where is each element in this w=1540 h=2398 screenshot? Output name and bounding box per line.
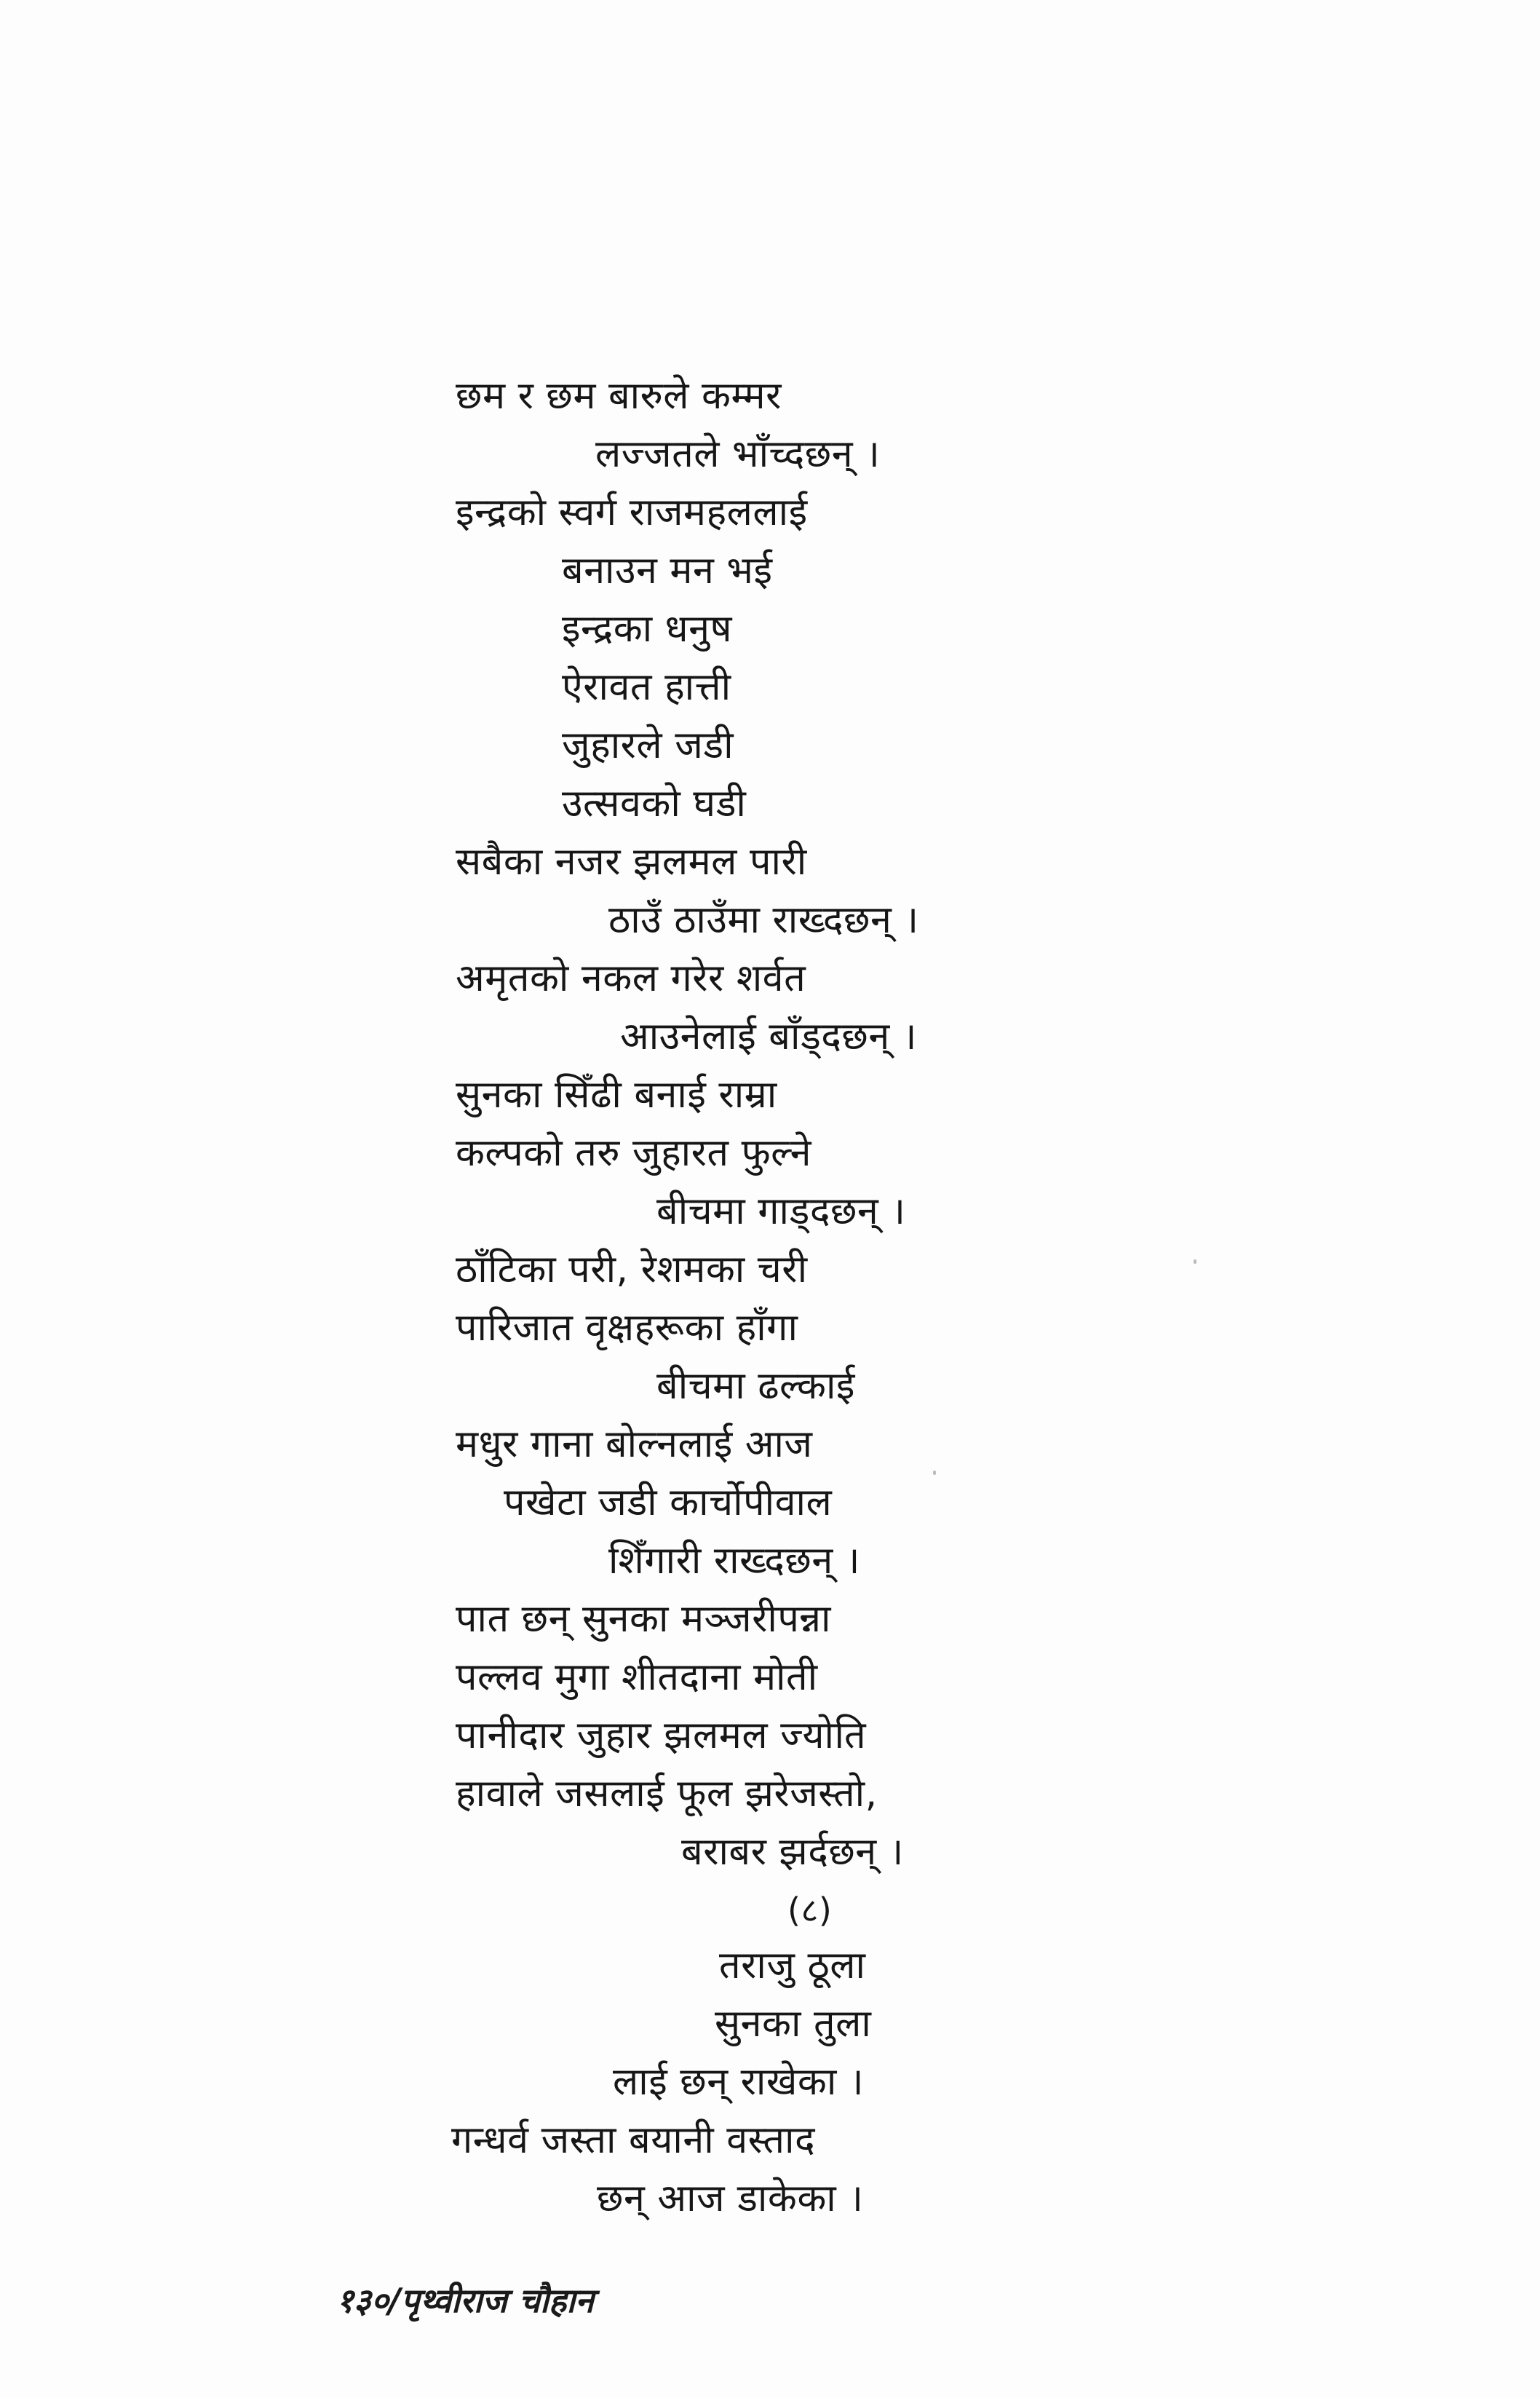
poem-line: उत्सवको घडी [562, 782, 747, 826]
poem-line: इन्द्रका धनुष [562, 607, 733, 651]
poem-line: ऐरावत हात्ती [562, 665, 731, 709]
poem-line: आउनेलाई बाँड्दछन् । [620, 1015, 917, 1058]
poem-line: ठाँटिका परी, रेशमका चरी [456, 1248, 808, 1291]
poem-line: लाई छन् राखेका । [613, 2060, 865, 2104]
poem-line: सबैका नजर झलमल पारी [456, 840, 807, 884]
section-number: (८) [787, 1891, 833, 1930]
poem-line: सुनका सिँढी बनाई राम्रा [456, 1073, 777, 1117]
poem-line: इन्द्रको स्वर्ग राजमहललाई [456, 491, 808, 534]
poem-line: बराबर झर्दछन् । [681, 1830, 904, 1874]
poem-line: तराजु ठूला [719, 1944, 866, 1987]
poem-line: पारिजात वृक्षहरूका हाँगा [456, 1306, 798, 1350]
scan-speck [933, 1471, 936, 1475]
poem-line: जुहारले जडी [562, 724, 734, 767]
poem-line: पानीदार जुहार झलमल ज्योति [456, 1714, 867, 1757]
poem-line: बनाउन मन भई [562, 549, 773, 593]
page-footer: १३०/पृथ्वीराज चौहान [336, 2281, 594, 2320]
poem-line: पखेटा जडी कार्चोपीवाल [504, 1481, 833, 1524]
poem-line: हावाले जसलाई फूल झरेजस्तो, [456, 1772, 878, 1816]
poem-line: गन्धर्व जस्ता बयानी वस्ताद [451, 2118, 816, 2162]
poem-line: बीचमा गाड्दछन् । [656, 1190, 906, 1233]
poem-line: अमृतको नकल गरेर शर्वत [456, 957, 806, 1000]
poem-line: शिँगारी राख्दछन् । [608, 1539, 860, 1583]
poem-line: ठाउँ ठाउँमा राख्दछन् । [608, 898, 919, 942]
poem-line: कल्पको तरु जुहारत फुल्ने [456, 1131, 812, 1175]
scan-speck [1194, 1259, 1196, 1264]
poem-line: छम र छम बारुले कम्मर [456, 374, 782, 418]
poem-line: छन् आज डाकेका । [597, 2177, 864, 2220]
poem-line: पल्लव मुगा शीतदाना मोती [456, 1655, 818, 1699]
poem-line: सुनका तुला [715, 2002, 872, 2046]
poem-line: मधुर गाना बोल्नलाई आज [456, 1422, 813, 1466]
poem-line: लज्जतले भाँच्दछन् । [595, 432, 881, 476]
poem-line: बीचमा ढल्काई [656, 1364, 855, 1408]
poem-line: पात छन् सुनका मञ्जरीपन्ना [456, 1597, 832, 1641]
